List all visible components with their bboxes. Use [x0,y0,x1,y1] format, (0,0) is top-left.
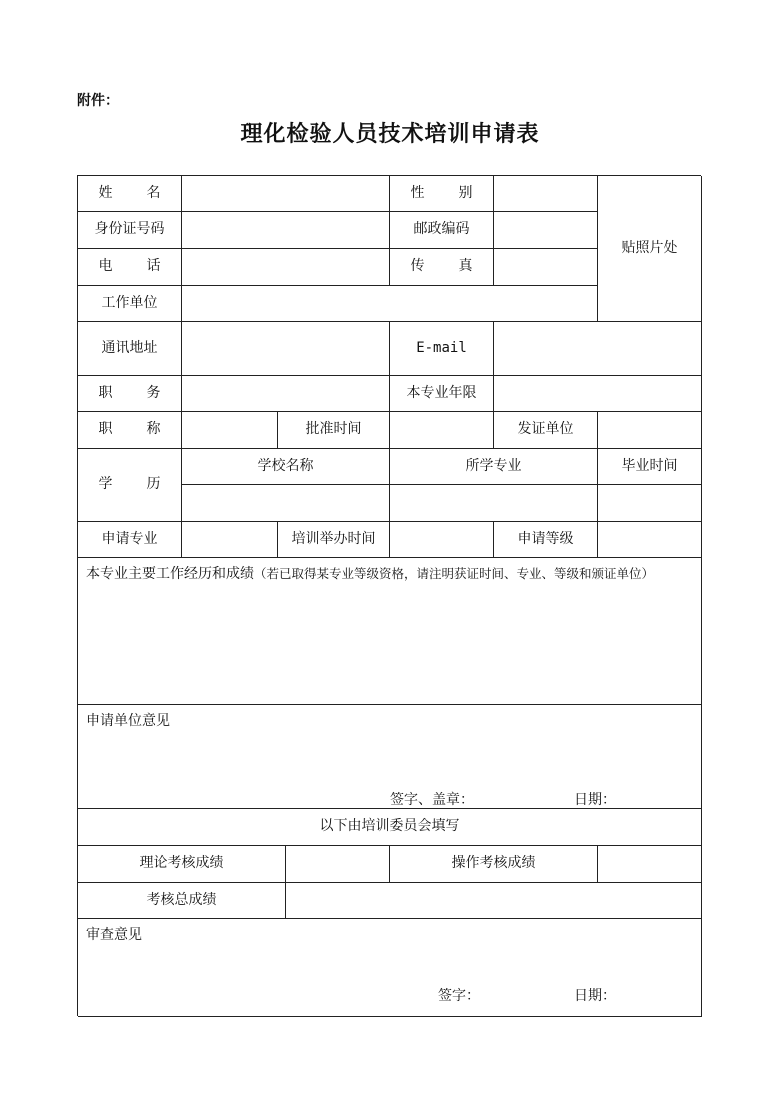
postcode-label: 邮政编码 [390,212,494,249]
email-field[interactable] [494,322,702,376]
attachment-label: 附件： [77,93,119,109]
school-name-field[interactable] [182,485,390,522]
total-score-label: 考核总成绩 [78,883,286,919]
position-label: 职 务 [78,376,182,412]
address-label: 通讯地址 [78,322,182,376]
title-field[interactable] [182,412,278,449]
practice-score-field[interactable] [598,846,702,883]
apply-major-field[interactable] [182,522,278,558]
id-number-field[interactable] [182,212,390,249]
approval-time-label: 批准时间 [278,412,390,449]
photo-placeholder[interactable]: 贴照片处 [598,176,702,322]
work-experience-section[interactable] [78,558,702,705]
major-field[interactable] [390,485,598,522]
committee-header: 以下由培训委员会填写 [78,809,702,846]
postcode-field[interactable] [494,212,598,249]
graduation-time-label: 毕业时间 [598,449,702,485]
theory-score-field[interactable] [286,846,390,883]
email-label: E-mail [390,322,494,376]
review-date-label: 日期： [574,988,616,1004]
sign-seal-label: 签字、盖章： [390,792,474,808]
years-label: 本专业年限 [390,376,494,412]
practice-score-label: 操作考核成绩 [390,846,598,883]
apply-level-field[interactable] [598,522,702,558]
approval-time-field[interactable] [390,412,494,449]
graduation-time-field[interactable] [598,485,702,522]
workunit-field[interactable] [182,286,598,322]
education-label: 学 历 [78,449,182,522]
unit-opinion-section[interactable] [78,705,702,809]
gender-field[interactable] [494,176,598,212]
total-score-field[interactable] [286,883,702,919]
training-time-field[interactable] [390,522,494,558]
workunit-label: 工作单位 [78,286,182,322]
sign-label: 签字： [438,988,480,1004]
name-label: 姓 名 [78,176,182,212]
review-opinion-label: 审查意见 [86,927,142,943]
apply-major-label: 申请专业 [78,522,182,558]
gender-label: 性 别 [390,176,494,212]
work-experience-label: 本专业主要工作经历和成绩（若已取得某专业等级资格，请注明获证时间、专业、等级和颁证单位） [86,566,655,582]
training-time-label: 培训举办时间 [278,522,390,558]
application-form-table [77,175,701,1016]
issuer-label: 发证单位 [494,412,598,449]
issuer-field[interactable] [598,412,702,449]
form-title: 理化检验人员技术培训申请表 [240,122,540,147]
years-field[interactable] [494,376,702,412]
review-opinion-section[interactable] [78,919,702,1017]
unit-opinion-label: 申请单位意见 [86,713,170,729]
title-label: 职 称 [78,412,182,449]
address-field[interactable] [182,322,390,376]
name-field[interactable] [182,176,390,212]
id-number-label: 身份证号码 [78,212,182,249]
apply-level-label: 申请等级 [494,522,598,558]
date-label: 日期： [574,792,616,808]
phone-label: 电 话 [78,249,182,286]
theory-score-label: 理论考核成绩 [78,846,286,883]
school-name-label: 学校名称 [182,449,390,485]
phone-field[interactable] [182,249,390,286]
fax-label: 传 真 [390,249,494,286]
major-label: 所学专业 [390,449,598,485]
position-field[interactable] [182,376,390,412]
fax-field[interactable] [494,249,598,286]
